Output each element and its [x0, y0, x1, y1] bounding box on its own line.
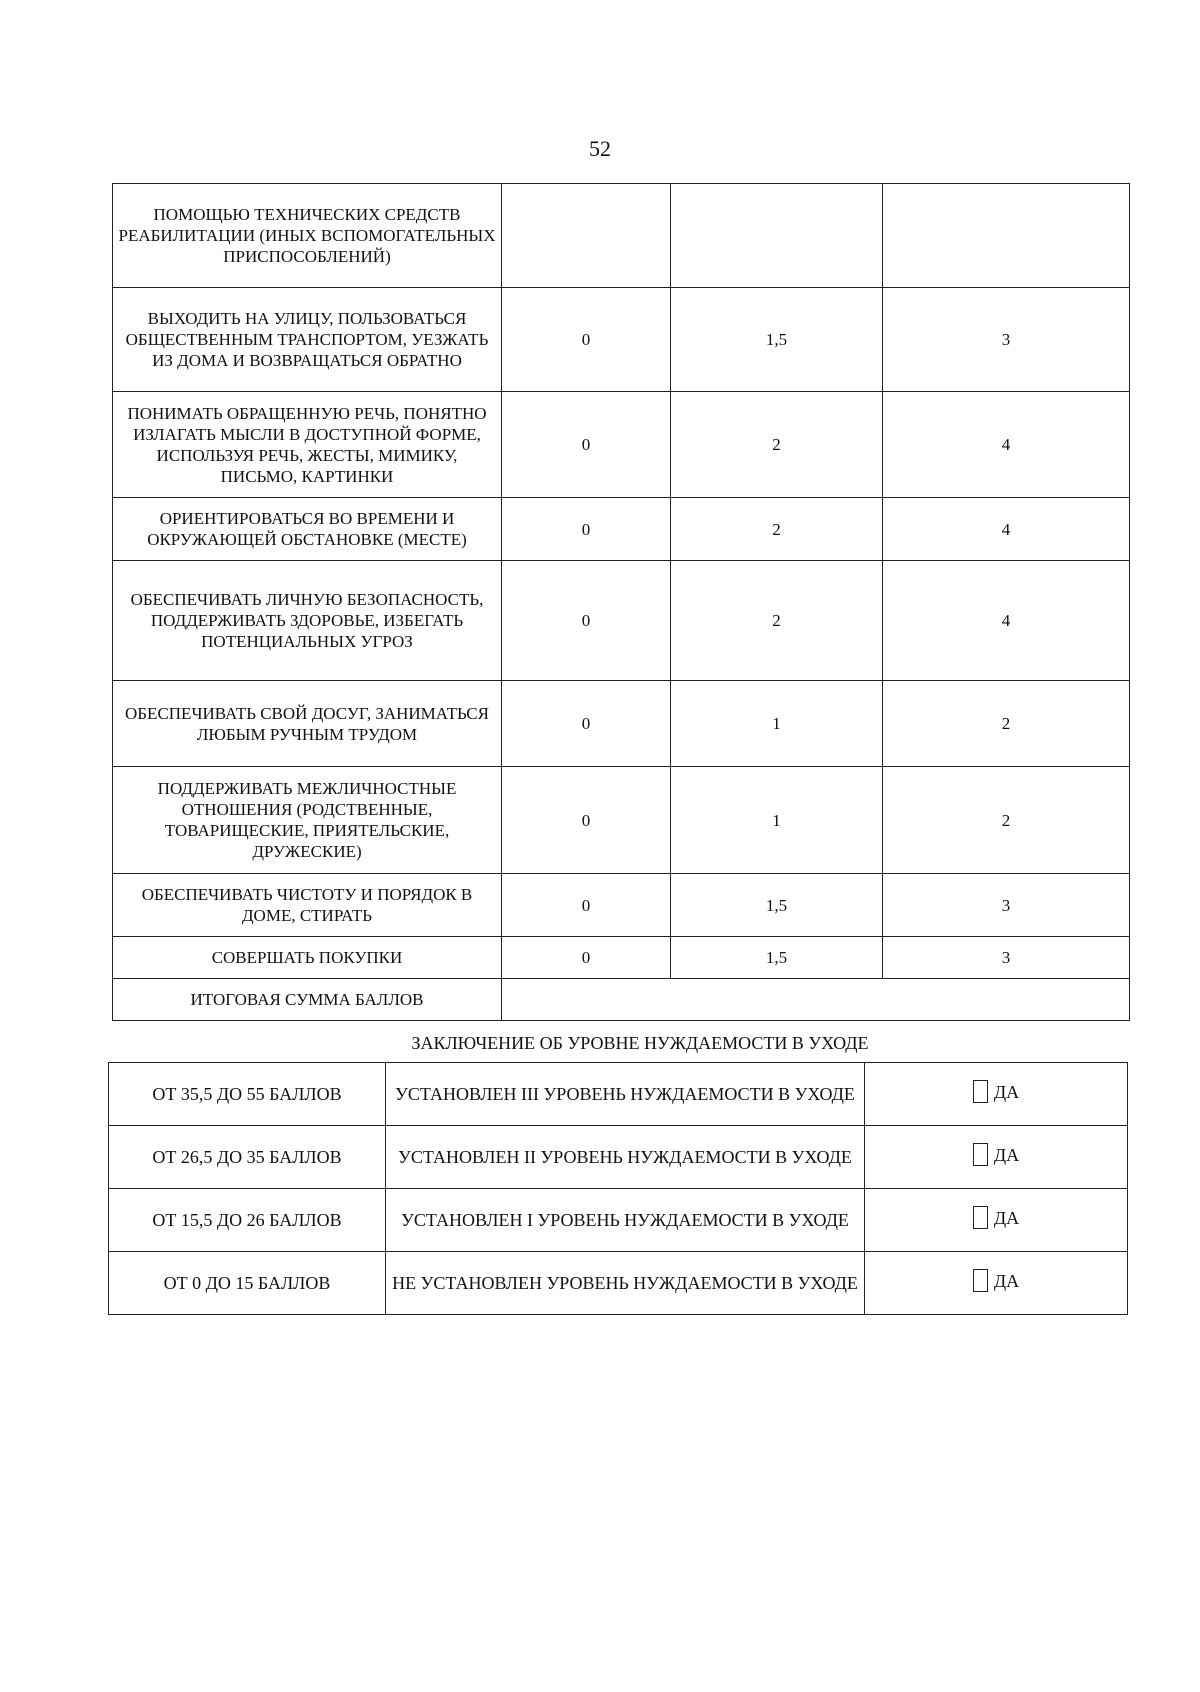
score-cell: 2	[671, 498, 883, 561]
score-cell: 2	[883, 681, 1130, 767]
yes-checkbox[interactable]	[973, 1143, 988, 1166]
table-row	[113, 184, 1130, 288]
table-row	[113, 561, 1130, 681]
scores-table	[112, 183, 1130, 1021]
yes-label: ДА	[993, 1208, 1020, 1228]
table-row	[109, 1252, 1128, 1315]
page-number: 52	[589, 136, 611, 161]
total-row	[113, 979, 1130, 1021]
criterion-cell: ВЫХОДИТЬ НА УЛИЦУ, ПОЛЬЗОВАТЬСЯ ОБЩЕСТВЕННЫМ ТРАНСПОРТОМ, УЕЗЖАТЬ ИЗ ДОМА И ВОЗВРАЩАТЬСЯ ОБРАТНО	[113, 288, 502, 392]
total-label: ИТОГОВАЯ СУММА БАЛЛОВ	[113, 979, 502, 1021]
care-level-cell: УСТАНОВЛЕН III УРОВЕНЬ НУЖДАЕМОСТИ В УХОДЕ	[386, 1063, 865, 1126]
score-range-cell: ОТ 15,5 ДО 26 БАЛЛОВ	[109, 1189, 386, 1252]
score-cell: 4	[883, 561, 1130, 681]
criterion-cell: ОБЕСПЕЧИВАТЬ ЛИЧНУЮ БЕЗОПАСНОСТЬ, ПОДДЕРЖИВАТЬ ЗДОРОВЬЕ, ИЗБЕГАТЬ ПОТЕНЦИАЛЬНЫХ УГРОЗ	[113, 561, 502, 681]
score-range-cell: ОТ 0 ДО 15 БАЛЛОВ	[109, 1252, 386, 1315]
criterion-cell: ПОНИМАТЬ ОБРАЩЕННУЮ РЕЧЬ, ПОНЯТНО ИЗЛАГАТЬ МЫСЛИ В ДОСТУПНОЙ ФОРМЕ, ИСПОЛЬЗУЯ РЕЧЬ, ЖЕСТЫ, МИМИКУ, ПИСЬМО, КАРТИНКИ	[113, 392, 502, 498]
table-row	[113, 288, 1130, 392]
criterion-cell: ПОМОЩЬЮ ТЕХНИЧЕСКИХ СРЕДСТВ РЕАБИЛИТАЦИИ (ИНЫХ ВСПОМОГАТЕЛЬНЫХ ПРИСПОСОБЛЕНИЙ)	[113, 184, 502, 288]
answer-cell	[865, 1063, 1128, 1126]
care-level-cell: УСТАНОВЛЕН I УРОВЕНЬ НУЖДАЕМОСТИ В УХОДЕ	[386, 1189, 865, 1252]
yes-checkbox[interactable]	[973, 1269, 988, 1292]
score-cell: 1,5	[671, 937, 883, 979]
score-cell: 3	[883, 937, 1130, 979]
yes-option[interactable]	[973, 1269, 1019, 1292]
conclusion-title: ЗАКЛЮЧЕНИЕ ОБ УРОВНЕ НУЖДАЕМОСТИ В УХОДЕ	[411, 1033, 869, 1053]
criterion-cell: ПОДДЕРЖИВАТЬ МЕЖЛИЧНОСТНЫЕ ОТНОШЕНИЯ (РОДСТВЕННЫЕ, ТОВАРИЩЕСКИЕ, ПРИЯТЕЛЬСКИЕ, ДРУЖЕСКИЕ)	[113, 767, 502, 874]
table-row	[113, 681, 1130, 767]
score-cell: 0	[502, 767, 671, 874]
score-cell: 4	[883, 498, 1130, 561]
score-cell: 2	[883, 767, 1130, 874]
score-cell: 1	[671, 767, 883, 874]
yes-checkbox[interactable]	[973, 1206, 988, 1229]
criterion-cell: ОРИЕНТИРОВАТЬСЯ ВО ВРЕМЕНИ И ОКРУЖАЮЩЕЙ ОБСТАНОВКЕ (МЕСТЕ)	[113, 498, 502, 561]
table-row	[109, 1126, 1128, 1189]
answer-cell	[865, 1252, 1128, 1315]
score-cell: 0	[502, 498, 671, 561]
yes-option[interactable]	[973, 1080, 1019, 1103]
score-cell: 4	[883, 392, 1130, 498]
score-cell: 0	[502, 937, 671, 979]
score-cell	[671, 184, 883, 288]
table-row	[109, 1189, 1128, 1252]
score-range-cell: ОТ 26,5 ДО 35 БАЛЛОВ	[109, 1126, 386, 1189]
score-cell: 2	[671, 392, 883, 498]
criterion-cell: СОВЕРШАТЬ ПОКУПКИ	[113, 937, 502, 979]
score-cell: 0	[502, 681, 671, 767]
yes-label: ДА	[993, 1145, 1020, 1165]
care-level-table	[108, 1062, 1128, 1315]
score-cell: 3	[883, 288, 1130, 392]
yes-label: ДА	[993, 1271, 1020, 1291]
score-cell	[502, 184, 671, 288]
score-cell: 3	[883, 874, 1130, 937]
yes-option[interactable]	[973, 1143, 1019, 1166]
score-range-cell: ОТ 35,5 ДО 55 БАЛЛОВ	[109, 1063, 386, 1126]
answer-cell	[865, 1189, 1128, 1252]
criterion-cell: ОБЕСПЕЧИВАТЬ ЧИСТОТУ И ПОРЯДОК В ДОМЕ, СТИРАТЬ	[113, 874, 502, 937]
care-level-cell: НЕ УСТАНОВЛЕН УРОВЕНЬ НУЖДАЕМОСТИ В УХОДЕ	[386, 1252, 865, 1315]
answer-cell	[865, 1126, 1128, 1189]
score-cell: 2	[671, 561, 883, 681]
care-level-cell: УСТАНОВЛЕН II УРОВЕНЬ НУЖДАЕМОСТИ В УХОДЕ	[386, 1126, 865, 1189]
score-cell: 1,5	[671, 874, 883, 937]
criterion-cell: ОБЕСПЕЧИВАТЬ СВОЙ ДОСУГ, ЗАНИМАТЬСЯ ЛЮБЫМ РУЧНЫМ ТРУДОМ	[113, 681, 502, 767]
score-cell: 0	[502, 874, 671, 937]
score-cell: 1	[671, 681, 883, 767]
table-row	[109, 1063, 1128, 1126]
yes-checkbox[interactable]	[973, 1080, 988, 1103]
table-row	[113, 767, 1130, 874]
score-cell: 1,5	[671, 288, 883, 392]
score-cell: 0	[502, 392, 671, 498]
score-cell	[883, 184, 1130, 288]
score-cell: 0	[502, 288, 671, 392]
table-row	[113, 392, 1130, 498]
score-cell: 0	[502, 561, 671, 681]
total-value-field[interactable]	[502, 979, 1130, 1021]
yes-label: ДА	[993, 1082, 1020, 1102]
yes-option[interactable]	[973, 1206, 1019, 1229]
table-row	[113, 937, 1130, 979]
table-row	[113, 874, 1130, 937]
table-row	[113, 498, 1130, 561]
